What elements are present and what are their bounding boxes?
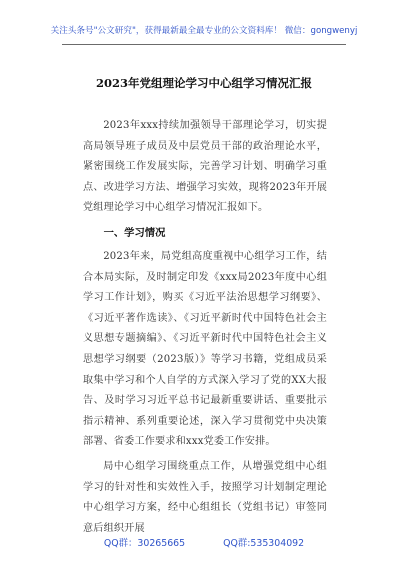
header-note: 关注头条号"公文研究"，获得最新最全最专业的公文资料库！ 微信：gongwenyj (50, 26, 358, 36)
footer-qq-group-2: QQ群:535304092 (223, 538, 305, 549)
document-body (83, 116, 327, 539)
footer-contact (0, 535, 408, 549)
body-paragraph: 2023年来，局党组高度重视中心组学习工作，结合本局实际，及时制定印发《xxx局2023年度中心组学习工作计划》，购买《习近平法治思想学习纲要》、《习近平著作选读》、《习近平新时代中国特色社会主义思想专题摘编》、《习近平新时代中国特色社会主义思想学习纲要（2023版）》等学习书籍，党组成员采取集中学习和个人自学的方式深入学习了党的XX大报告、及时学习习近平总书记最新重要讲话、重要批示指示精神、系列重要论述，深入学习贯彻党中央决策部署、省委工作要求和xxx党委工作安排。 (83, 250, 327, 448)
document-title: 2023年党组理论学习中心组学习情况汇报 (95, 76, 312, 90)
intro-paragraph: 2023年xxx持续加强领导干部理论学习，切实提高局领导班子成员及中层党员干部的政治理论水平，紧密围绕工作发展实际，完善学习计划、明确学习重点、改进学习方法、增强学习实效，现将2023年开展党组理论学习中心组学习情况汇报如下。 (83, 120, 327, 214)
section-heading: 一、学习情况 (103, 226, 166, 239)
body-paragraph: 局中心组学习围绕重点工作，从增强党组中心组学习的针对性和实效性入手，按照学习计划制定理论中心组学习方案，经中心组组长（党组书记）审签同意后组织开展 (83, 460, 327, 534)
footer-qq-group-1: QQ群：30265665 (103, 538, 186, 549)
header-divider (62, 44, 346, 45)
